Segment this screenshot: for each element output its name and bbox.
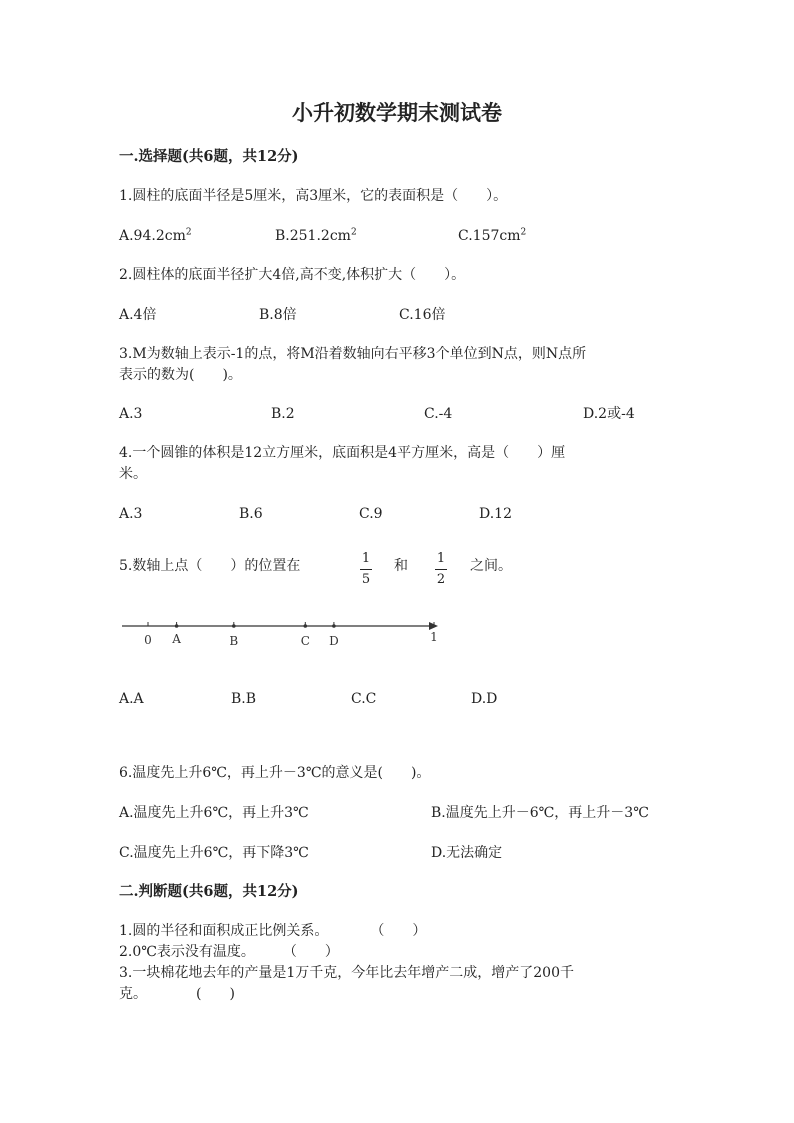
label-zero: 0: [144, 633, 152, 647]
question-6-option-b: B.温度先上升－6℃，再上升－3℃: [431, 805, 649, 821]
point-a-dot: [175, 624, 179, 628]
point-b-label: B: [229, 634, 239, 648]
judgement-1: 1.圆的半径和面积成正比例关系。 （ ）: [119, 923, 427, 939]
question-4-option-a: A.3: [119, 506, 143, 522]
question-2-option-b: B.8倍: [259, 307, 297, 323]
question-4-option-c: C.9: [359, 506, 383, 522]
point-a-label: A: [172, 632, 181, 646]
question-2-text: 2.圆柱体的底面半径扩大4倍,高不变,体积扩大（ ）。: [119, 267, 466, 283]
question-6-option-d: D.无法确定: [431, 845, 503, 861]
question-6-option-a: A.温度先上升6℃，再上升3℃: [119, 805, 309, 821]
judgement-3-line1: 3.一块棉花地去年的产量是1万千克，今年比去年增产二成，增产了200千: [119, 965, 574, 981]
number-line: [118, 612, 448, 656]
question-1-option-a: $A.94.2cm^2$: [119, 227, 192, 244]
question-6-option-c: C.温度先上升6℃，再下降3℃: [119, 845, 309, 861]
point-c-label: C: [300, 634, 310, 648]
section-heading-choice: 一.选择题(共6题，共12分): [119, 148, 299, 165]
fraction-one-fifth: 1 5: [361, 551, 371, 587]
question-6-text: 6.温度先上升6℃，再上升－3℃的意义是( )。: [119, 765, 431, 781]
section-heading-judgement: 二.判断题(共6题，共12分): [119, 883, 299, 900]
question-3-option-a: A.3: [119, 406, 143, 422]
question-4-option-b: B.6: [239, 506, 263, 522]
judgement-2: 2.0℃表示没有温度。 （ ）: [119, 944, 339, 960]
question-1-text: 1.圆柱的底面半径是5厘米，高3厘米，它的表面积是（ ）。: [119, 188, 508, 204]
question-5-option-a: A.A: [119, 691, 144, 707]
question-5-option-b: B.B: [231, 691, 257, 707]
question-4-option-d: D.12: [479, 506, 512, 522]
point-d-label: D: [329, 634, 339, 648]
point-b-dot: [232, 624, 236, 628]
question-3-text-line1: 3.M为数轴上表示-1的点，将M沿着数轴向右平移3个单位到N点，则N点所: [119, 346, 587, 362]
question-5-and: 和: [394, 558, 408, 574]
judgement-3-line2: 克。 ( ): [119, 986, 235, 1002]
question-2-option-a: A.4倍: [119, 307, 157, 323]
question-5-text-b: 之间。: [470, 558, 512, 574]
point-c-dot: [304, 624, 308, 628]
question-3-option-b: B.2: [271, 406, 295, 422]
question-5-text-a: 5.数轴上点（ ）的位置在: [119, 558, 301, 574]
question-4-text-line1: 4.一个圆锥的体积是12立方厘米，底面积是4平方厘米，高是（ ）厘: [119, 445, 566, 461]
label-one: 1: [430, 630, 438, 644]
question-5-option-c: C.C: [351, 691, 377, 707]
question-3-option-d: D.2或-4: [583, 406, 635, 422]
question-3-text-line2: 表示的数为( )。: [119, 367, 242, 383]
question-5-option-d: D.D: [471, 691, 498, 707]
page-title: 小升初数学期末测试卷: [292, 100, 502, 125]
question-4-text-line2: 米。: [119, 466, 147, 482]
question-3-option-c: C.-4: [424, 406, 453, 422]
question-1-option-c: $C.157cm^2$: [458, 227, 527, 244]
fraction-one-half: 1 2: [436, 551, 446, 587]
point-d-dot: [332, 624, 336, 628]
question-2-option-c: C.16倍: [399, 307, 446, 323]
question-1-option-b: $B.251.2cm^2$: [275, 227, 357, 244]
